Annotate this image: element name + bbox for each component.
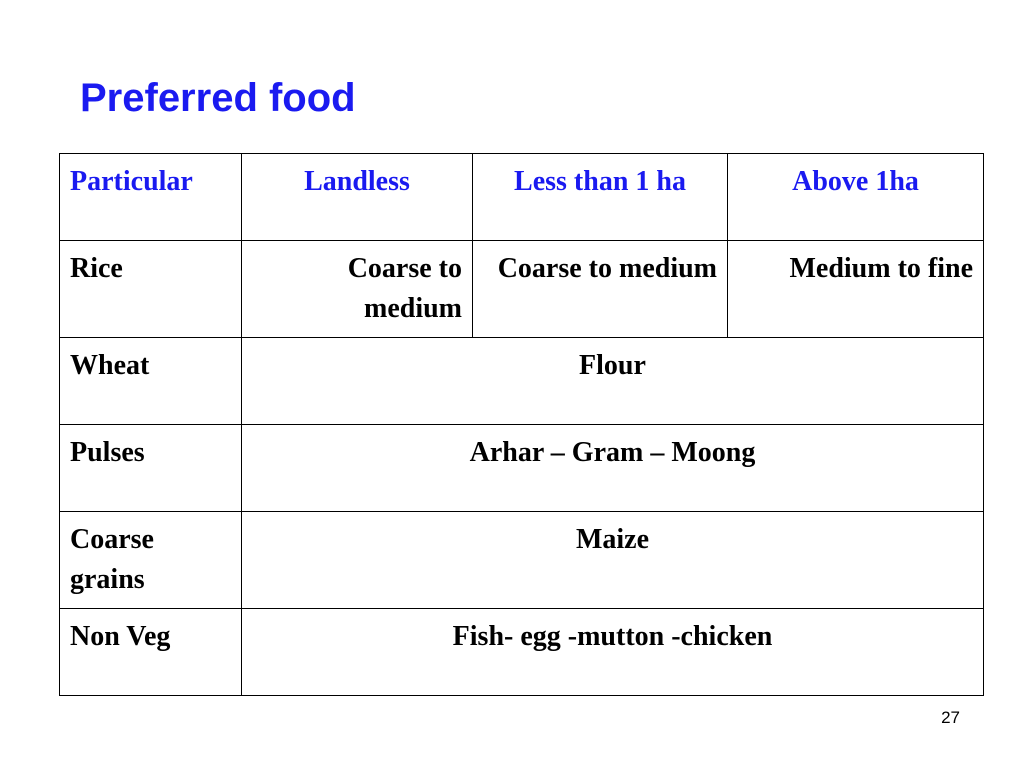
cell-coarse-grains-merged: Maize	[242, 512, 984, 609]
row-label-non-veg: Non Veg	[60, 609, 242, 696]
table-row	[60, 338, 984, 425]
table-row	[60, 241, 984, 338]
cell-non-veg-merged: Fish- egg -mutton -chicken	[242, 609, 984, 696]
row-label-rice: Rice	[60, 241, 242, 338]
cell-rice-less-than-1-ha: Coarse to medium	[473, 241, 728, 338]
row-label-coarse-grains: Coarse grains	[60, 512, 242, 609]
cell-wheat-merged: Flour	[242, 338, 984, 425]
table-header-row	[60, 154, 984, 241]
cell-rice-landless: Coarse to medium	[242, 241, 473, 338]
header-particular: Particular	[60, 154, 242, 241]
header-above-1ha: Above 1ha	[728, 154, 984, 241]
header-less-than-1-ha: Less than 1 ha	[473, 154, 728, 241]
table-row	[60, 609, 984, 696]
table-row	[60, 512, 984, 609]
row-label-wheat: Wheat	[60, 338, 242, 425]
slide-title: Preferred food	[80, 76, 356, 120]
preferred-food-table	[59, 153, 984, 696]
cell-pulses-merged: Arhar – Gram – Moong	[242, 425, 984, 512]
cell-rice-above-1ha: Medium to fine	[728, 241, 984, 338]
header-landless: Landless	[242, 154, 473, 241]
row-label-pulses: Pulses	[60, 425, 242, 512]
page-number: 27	[941, 708, 960, 727]
table-row	[60, 425, 984, 512]
